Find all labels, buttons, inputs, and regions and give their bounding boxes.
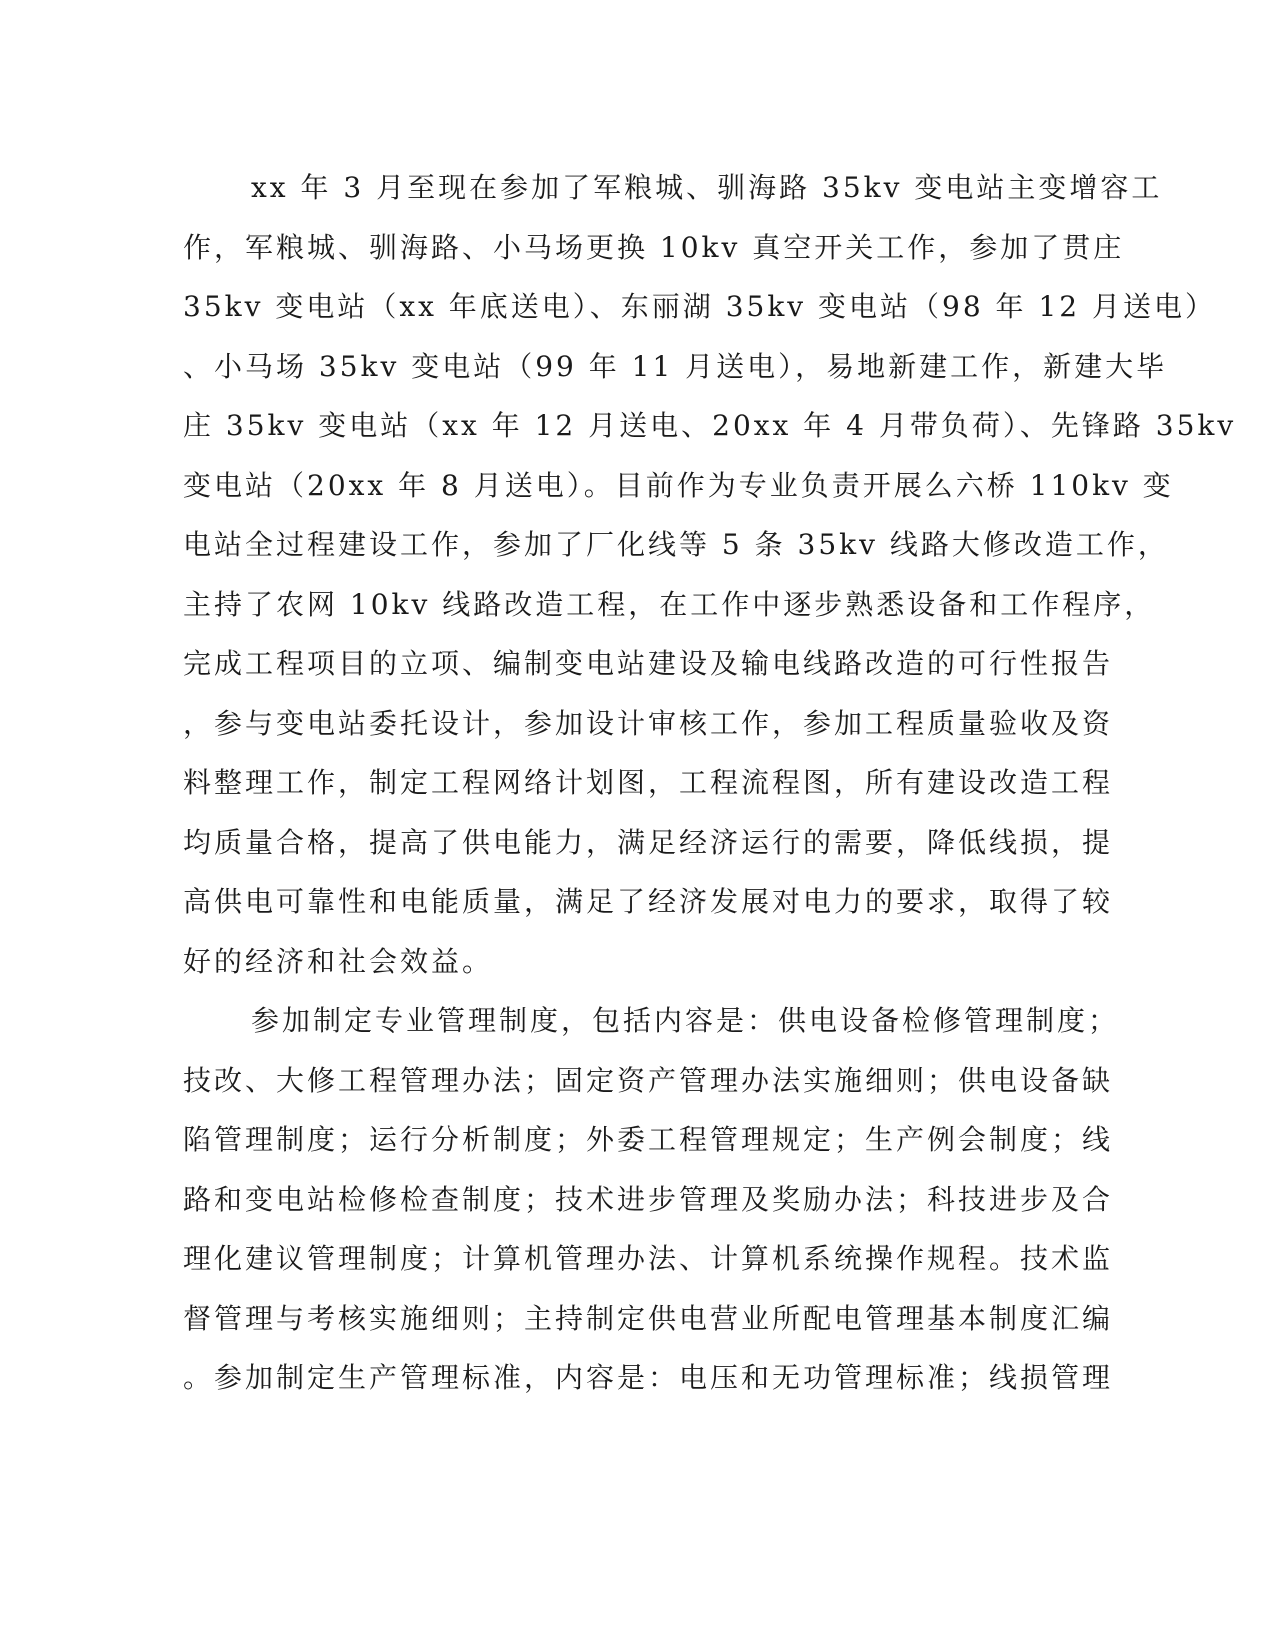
text-line: 路和变电站检修检查制度；技术进步管理及奖励办法；科技进步及合 <box>183 1182 1114 1216</box>
text-line: 35kv 变电站（xx 年底送电）、东丽湖 35kv 变电站（98 年 12 月送电） <box>183 290 1216 323</box>
text-line: 电站全过程建设工作，参加了厂化线等 5 条 35kv 线路大修改造工作， <box>183 528 1169 561</box>
text-line: 主持了农网 10kv 线路改造工程，在工作中逐步熟悉设备和工作程序， <box>183 587 1156 621</box>
text-line: 陷管理制度；运行分析制度；外委工程管理规定；生产例会制度；线 <box>183 1123 1114 1156</box>
text-line: 好的经济和社会效益。 <box>183 944 494 978</box>
text-line: 完成工程项目的立项、编制变电站建设及输电线路改造的可行性报告 <box>183 647 1114 680</box>
text-line: 督管理与考核实施细则；主持制定供电营业所配电管理基本制度汇编 <box>183 1301 1114 1335</box>
paragraph-2 <box>183 991 1120 1408</box>
text-line: 均质量合格，提高了供电能力，满足经济运行的需要，降低线损，提 <box>183 825 1114 859</box>
text-line: 。参加制定生产管理标准，内容是：电压和无功管理标准；线损管理 <box>183 1361 1114 1394</box>
document-body <box>183 158 1237 1408</box>
text-line: ，参与变电站委托设计，参加设计审核工作，参加工程质量验收及资 <box>183 706 1114 740</box>
text-line: 理化建议管理制度；计算机管理办法、计算机系统操作规程。技术监 <box>183 1242 1114 1275</box>
text-line: xx 年 3 月至现在参加了军粮城、驯海路 35kv 变电站主变增容工 <box>251 171 1163 204</box>
text-line: 变电站（20xx 年 8 月送电）。目前作为专业负责开展么六桥 110kv 变 <box>183 468 1174 502</box>
text-line: 参加制定专业管理制度，包括内容是：供电设备检修管理制度； <box>251 1004 1120 1037</box>
text-line: 庄 35kv 变电站（xx 年 12 月送电、20xx 年 4 月带负荷）、先锋路 35kv <box>183 409 1237 442</box>
text-line: 高供电可靠性和电能质量，满足了经济发展对电力的要求，取得了较 <box>183 885 1114 918</box>
text-line: 作，军粮城、驯海路、小马场更换 10kv 真空开关工作，参加了贯庄 <box>183 230 1125 264</box>
text-line: 、小马场 35kv 变电站（99 年 11 月送电），易地新建工作，新建大毕 <box>183 349 1168 383</box>
text-line: 技改、大修工程管理办法；固定资产管理办法实施细则；供电设备缺 <box>183 1063 1114 1097</box>
text-line: 料整理工作，制定工程网络计划图，工程流程图，所有建设改造工程 <box>183 766 1114 799</box>
paragraph-1 <box>183 158 1237 991</box>
